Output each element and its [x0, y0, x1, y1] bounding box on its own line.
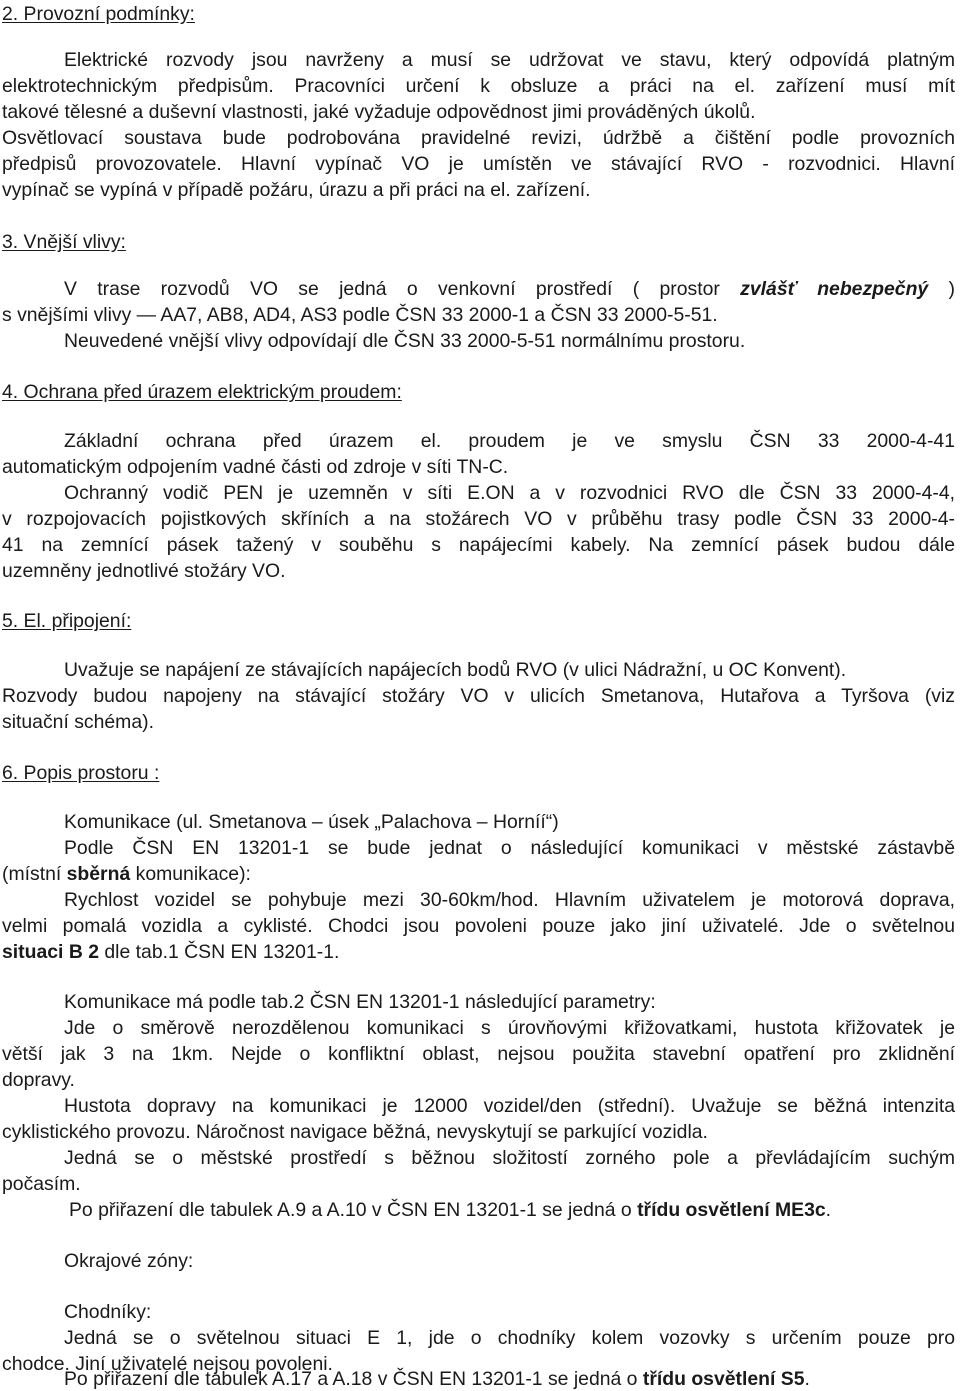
- s6-prirazeni-pre: Po přiřazení dle tabulek A.9 a A.10 v ČSN EN 13201-1 se jedná o: [69, 1199, 638, 1221]
- s6-rychlost-line-1: Rychlost vozidel se pohybuje mezi 30-60km/hod. Hlavním uživatelem je motorová doprava,: [64, 889, 955, 911]
- s3-line-1: [64, 277, 955, 301]
- s6-rychlost-line-2: velmi pomalá vozidla a cyklisté. Chodci jsou povoleni pouze jako jiní uživatelé. Jde o světelnou: [2, 915, 955, 937]
- s3-emphasis: zvlášť nebezpečný: [740, 278, 929, 300]
- s6-chodniky-line-2: chodce. Jiní uživatelé nejsou povoleni.: [2, 1353, 333, 1375]
- s2-line-6: vypínač se vypíná v případě požáru, úrazu a při práci na el. zařízení.: [2, 179, 591, 201]
- s6-podle-line-1: Podle ČSN EN 13201-1 se bude jednat o následující komunikaci v městské zástavbě: [64, 837, 955, 859]
- s2-line-4: Osvětlovací soustava bude podrobována pravidelné revizi, údržbě a čištění podle provozních: [2, 127, 955, 149]
- s4-line-6: uzemněny jednotlivé stožáry VO.: [2, 560, 286, 582]
- s3-line-1-text: V trase rozvodů VO se jedná o venkovní prostředí ( prostor: [64, 278, 741, 300]
- section-2-heading: 2. Provozní podmínky:: [2, 3, 195, 25]
- s6-hustota-line-2: cyklistického provozu. Náročnost navigace běžná, nevyskytují se parkující vozidla.: [2, 1121, 708, 1143]
- s6-hustota-line-1: Hustota dopravy na komunikaci je 12000 vozidel/den (střední). Uvažuje se běžná intenzita: [64, 1095, 955, 1117]
- s4-line-5: 41 na zemnící pásek tažený v souběhu s napájecími kabely. Na zemnící pásek budou dále: [2, 534, 955, 556]
- s6-okrajove-zony: Okrajové zóny:: [64, 1250, 194, 1272]
- s5-line-3: situační schéma).: [2, 711, 154, 733]
- s6-komunikace: Komunikace (ul. Smetanova – úsek „Palachova – Horníí“): [64, 811, 559, 833]
- s5-line-2: Rozvody budou napojeny na stávající stožáry VO v ulicích Smetanova, Hutařova a Tyršova (viz: [2, 685, 955, 707]
- s6-prirazeni-post: .: [825, 1199, 832, 1221]
- s6-trida-s5: třídu osvětlení S5: [642, 1368, 805, 1390]
- s3-line-2: s vnějšími vlivy — AA7, AB8, AD4, AS3 podle ČSN 33 2000-1 a ČSN 33 2000-5-51.: [2, 304, 718, 326]
- s6-podle-line-2-pre: (místní: [2, 863, 67, 885]
- s4-line-2: automatickým odpojením vadné části od zdroje v síti TN-C.: [2, 456, 509, 478]
- s3-line-3: Neuvedené vnější vlivy odpovídají dle ČSN 33 2000-5-51 normálnímu prostoru.: [64, 330, 746, 352]
- s6-smer-line-1: Jde o směrově nerozdělenou komunikaci s úrovňovými křižovatkami, hustota křižovatek je: [64, 1017, 955, 1039]
- s6-chodniky-prirazeni: [64, 1367, 810, 1391]
- s6-jedna-line-2: počasím.: [2, 1173, 81, 1195]
- s4-line-3: Ochranný vodič PEN je uzemněn v síti E.ON a v rozvodnici RVO dle ČSN 33 2000-4-4,: [64, 482, 955, 504]
- section-4-heading: 4. Ochrana před úrazem elektrickým proudem:: [2, 381, 402, 403]
- s4-line-4: v rozpojovacích pojistkových skříních a na stožárech VO v průběhu trasy podle ČSN 33 2000-4-: [2, 508, 955, 530]
- s6-smer-line-2: větší jak 3 na 1km. Nejde o konfliktní oblast, nejsou použita stavební opatření pro zklidnění: [2, 1043, 955, 1065]
- s5-line-1: Uvažuje se napájení ze stávajících napájecích bodů RVO (v ulici Nádražní, u OC Konvent).: [64, 659, 847, 681]
- s2-line-3: takové tělesné a duševní vlastnosti, jaké vyžaduje odpovědnost jimi prováděných úkolů.: [2, 101, 756, 123]
- s6-podle-line-2-post: komunikace):: [130, 863, 251, 885]
- s6-situace-bold: situaci B 2: [2, 941, 99, 963]
- section-6-heading: 6. Popis prostoru :: [2, 762, 160, 784]
- s6-chodniky-prirazeni-post: .: [804, 1368, 810, 1390]
- section-3-heading: 3. Vnější vlivy:: [2, 231, 126, 253]
- s6-prirazeni: [69, 1198, 831, 1222]
- section-5-heading: 5. El. připojení:: [2, 610, 132, 632]
- s4-line-1: Základní ochrana před úrazem el. proudem je ve smyslu ČSN 33 2000-4-41: [64, 430, 955, 452]
- s6-situace: [2, 940, 339, 964]
- s2-line-2: elektrotechnickým předpisům. Pracovníci určení k obsluze a práci na el. zařízení musí mít: [2, 75, 955, 97]
- s6-chodniky-line-1: Jedná se o světelnou situaci E 1, jde o chodníky kolem vozovky s určením pouze pro: [64, 1327, 955, 1349]
- s6-sberna: sběrná: [66, 863, 131, 885]
- s3-line-1-end: ): [928, 278, 955, 300]
- s6-smer-line-3: dopravy.: [2, 1069, 75, 1091]
- s6-situace-post: dle tab.1 ČSN EN 13201-1.: [99, 941, 340, 963]
- s6-podle-line-2: [2, 862, 251, 886]
- s6-chodniky-prirazeni-pre: Po přiřazení dle tabulek A.17 a A.18 v ČSN EN 13201-1 se jedná o: [64, 1368, 643, 1390]
- s6-chodniky: Chodníky:: [64, 1301, 152, 1323]
- s6-jedna-line-1: Jedná se o městské prostředí s běžnou složitostí zorného pole a převládajícím suchým: [64, 1147, 955, 1169]
- s2-line-5: předpisů provozovatele. Hlavní vypínač VO je umístěn ve stávající RVO - rozvodnici. Hlavní: [2, 153, 955, 175]
- s2-line-1: Elektrické rozvody jsou navrženy a musí se udržovat ve stavu, který odpovídá platným: [64, 49, 955, 71]
- s6-trida-me3c: třídu osvětlení ME3c: [637, 1199, 826, 1221]
- s6-parametry: Komunikace má podle tab.2 ČSN EN 13201-1 následující parametry:: [64, 991, 656, 1013]
